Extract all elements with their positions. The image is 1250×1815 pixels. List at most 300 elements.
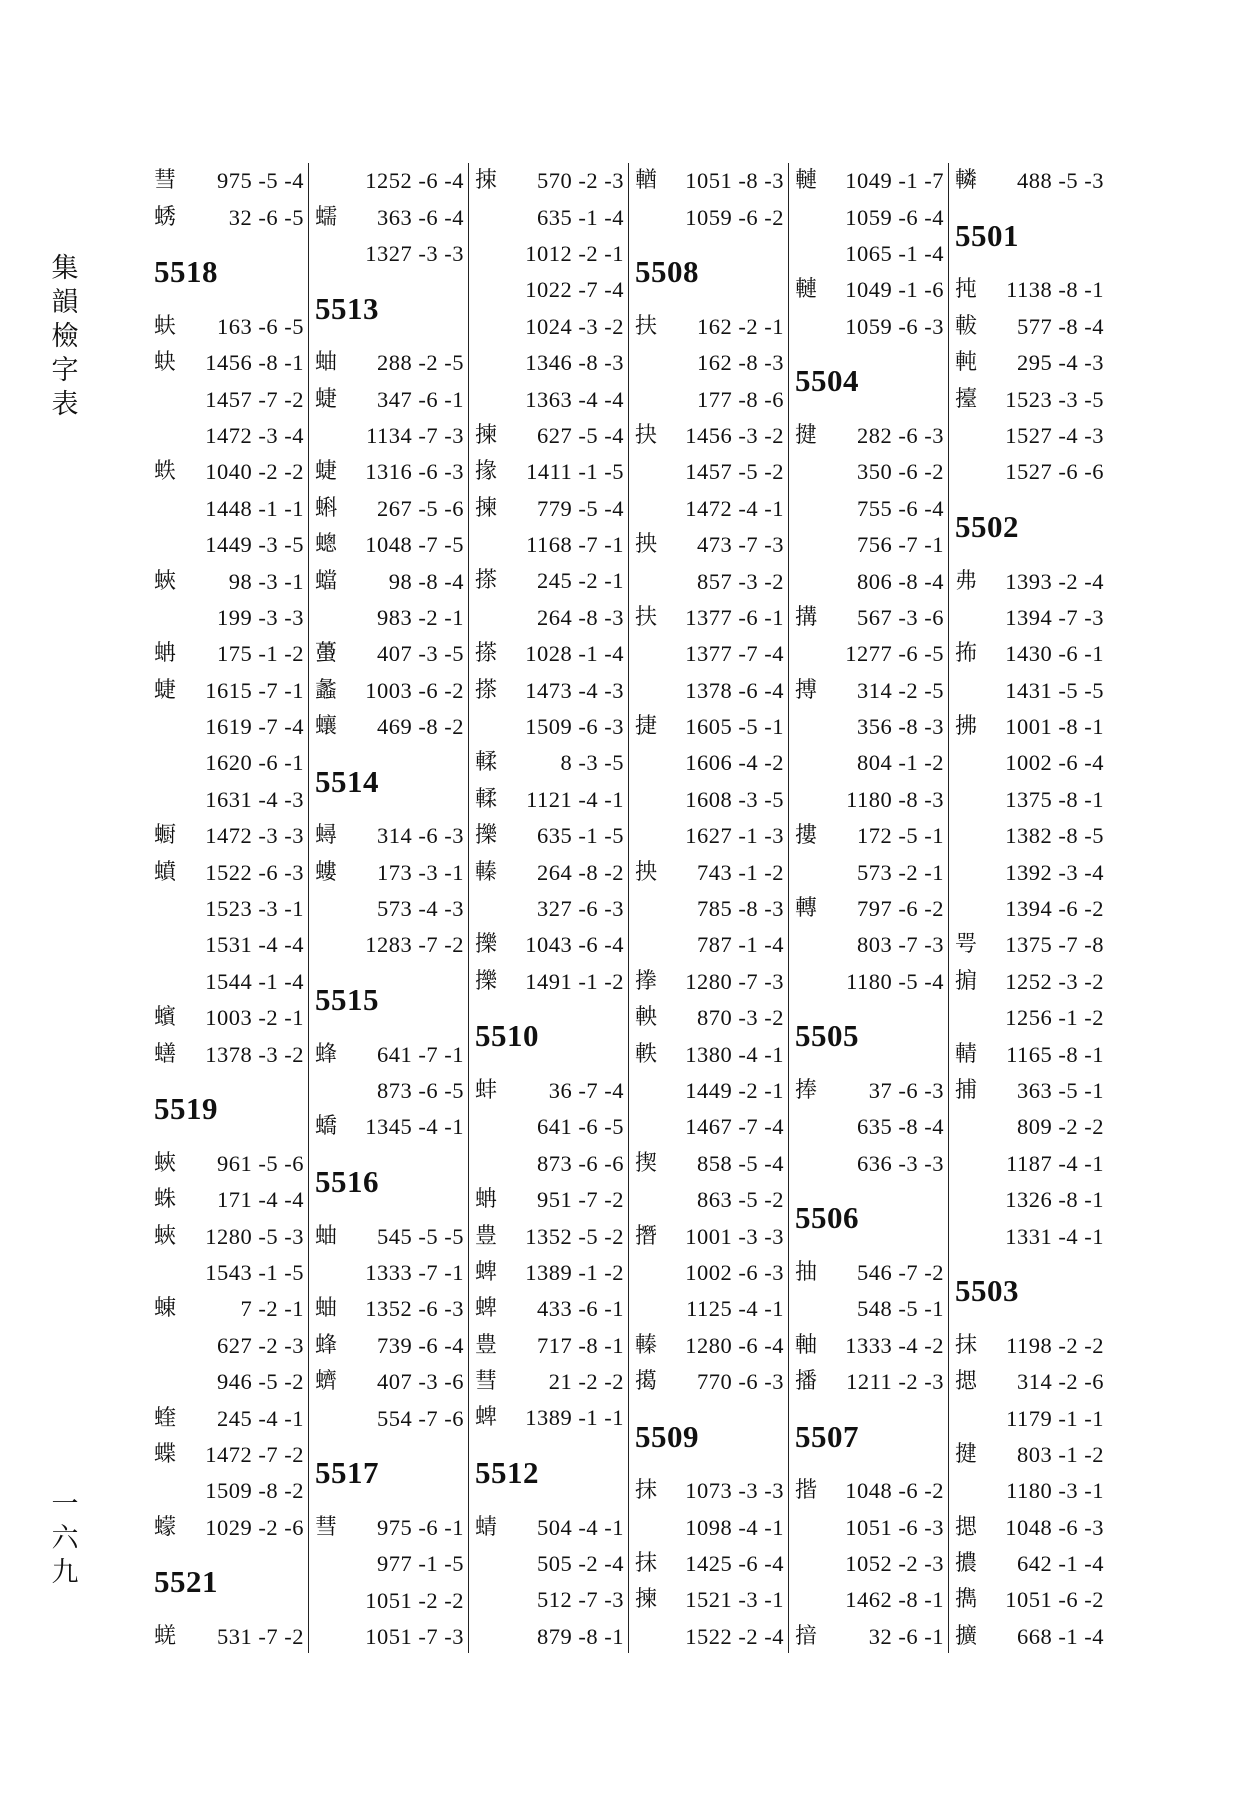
index-entry xyxy=(475,854,624,890)
entry-reference: 177 -8 -6 xyxy=(697,386,784,412)
index-entry xyxy=(635,381,784,417)
index-entry xyxy=(635,709,784,745)
index-entry xyxy=(315,491,464,527)
section-heading: 5503 xyxy=(955,1273,1019,1309)
index-entry xyxy=(315,563,464,599)
entry-character: 揩 xyxy=(795,1478,818,1504)
entry-reference: 469 -8 -2 xyxy=(377,714,464,740)
entry-reference: 951 -7 -2 xyxy=(537,1187,624,1213)
entry-reference: 1467 -7 -4 xyxy=(685,1114,784,1140)
index-entry xyxy=(154,1619,304,1655)
entry-character: 蟦 xyxy=(154,859,177,885)
entry-character: 捒 xyxy=(475,168,498,194)
index-entry xyxy=(795,1291,944,1327)
entry-reference: 1527 -4 -3 xyxy=(1005,422,1104,448)
entry-character: 輮 xyxy=(475,750,498,776)
entry-reference: 627 -5 -4 xyxy=(537,422,624,448)
entry-character: 擽 xyxy=(475,968,498,994)
index-entry xyxy=(315,1036,464,1072)
entry-reference: 1509 -6 -3 xyxy=(525,714,624,740)
entry-reference: 1280 -5 -3 xyxy=(205,1223,304,1249)
entry-reference: 1049 -1 -7 xyxy=(845,168,944,194)
index-entry xyxy=(795,309,944,345)
entry-reference: 172 -5 -1 xyxy=(857,823,944,849)
section-heading: 5505 xyxy=(795,1018,859,1054)
index-entry xyxy=(475,272,624,308)
index-entry xyxy=(475,964,624,1000)
entry-character: 蚺 xyxy=(475,1187,498,1213)
entry-character: 擖 xyxy=(635,1369,658,1395)
entry-reference: 1003 -2 -1 xyxy=(205,1005,304,1031)
entry-reference: 1509 -8 -2 xyxy=(205,1478,304,1504)
index-entry xyxy=(955,927,1104,963)
entry-reference: 37 -6 -3 xyxy=(868,1077,944,1103)
entry-character: 抽 xyxy=(795,1259,818,1285)
entry-character: 搽 xyxy=(475,677,498,703)
entry-reference: 1375 -8 -1 xyxy=(1005,786,1104,812)
index-entry xyxy=(795,818,944,854)
entry-reference: 879 -8 -1 xyxy=(537,1623,624,1649)
entry-reference: 1346 -8 -3 xyxy=(525,350,624,376)
index-entry xyxy=(154,709,304,745)
entry-reference: 1456 -3 -2 xyxy=(685,422,784,448)
entry-reference: 245 -2 -1 xyxy=(537,568,624,594)
index-entry xyxy=(635,454,784,490)
entry-character: 弗 xyxy=(955,568,978,594)
entry-character: 抰 xyxy=(635,532,658,558)
entry-reference: 1389 -1 -1 xyxy=(525,1405,624,1431)
entry-reference: 1333 -7 -1 xyxy=(365,1259,464,1285)
index-entry xyxy=(315,1364,464,1400)
index-entry xyxy=(955,272,1104,308)
entry-reference: 1002 -6 -3 xyxy=(685,1259,784,1285)
entry-character: 輮 xyxy=(475,786,498,812)
index-entry xyxy=(955,636,1104,672)
entry-reference: 1059 -6 -3 xyxy=(845,313,944,339)
index-entry xyxy=(154,491,304,527)
index-entry xyxy=(154,818,304,854)
index-entry xyxy=(635,636,784,672)
entry-reference: 1615 -7 -1 xyxy=(205,677,304,703)
entry-reference: 635 -8 -4 xyxy=(857,1114,944,1140)
index-entry xyxy=(635,163,784,199)
entry-reference: 264 -8 -3 xyxy=(537,604,624,630)
entry-character: 撍 xyxy=(635,1223,658,1249)
entry-character: 蟵 xyxy=(154,823,177,849)
index-entry xyxy=(475,381,624,417)
entry-reference: 1472 -3 -3 xyxy=(205,823,304,849)
index-entry xyxy=(955,745,1104,781)
index-entry xyxy=(955,1036,1104,1072)
entry-character: 蜻 xyxy=(475,1514,498,1540)
entry-reference: 1029 -2 -6 xyxy=(205,1514,304,1540)
entry-character: 蚨 xyxy=(154,313,177,339)
entry-character: 蝀 xyxy=(154,1296,177,1322)
entry-reference: 870 -3 -2 xyxy=(697,1005,784,1031)
entry-character: 抹 xyxy=(955,1332,978,1358)
entry-character: 搏 xyxy=(795,677,818,703)
index-entry xyxy=(635,854,784,890)
index-entry xyxy=(315,527,464,563)
entry-reference: 1051 -6 -2 xyxy=(1005,1587,1104,1613)
entry-reference: 314 -2 -6 xyxy=(1017,1369,1104,1395)
index-entry xyxy=(635,600,784,636)
entry-character: 彗 xyxy=(154,168,177,194)
entry-character: 揌 xyxy=(955,1369,978,1395)
entry-reference: 1280 -6 -4 xyxy=(685,1332,784,1358)
entry-character: 豊 xyxy=(475,1332,498,1358)
index-column xyxy=(948,163,1108,1653)
entry-character: 摟 xyxy=(795,823,818,849)
index-entry xyxy=(154,563,304,599)
entry-character: 豊 xyxy=(475,1223,498,1249)
entry-character: 蚗 xyxy=(154,350,177,376)
index-entry xyxy=(154,418,304,454)
index-entry xyxy=(315,1619,464,1655)
entry-character: 蜣 xyxy=(154,1623,177,1649)
entry-reference: 1543 -1 -5 xyxy=(205,1259,304,1285)
entry-reference: 1473 -4 -3 xyxy=(525,677,624,703)
entry-reference: 363 -5 -1 xyxy=(1017,1077,1104,1103)
index-entry xyxy=(154,782,304,818)
entry-reference: 1394 -6 -2 xyxy=(1005,896,1104,922)
entry-character: 揌 xyxy=(955,1514,978,1540)
entry-reference: 1449 -2 -1 xyxy=(685,1077,784,1103)
entry-reference: 264 -8 -2 xyxy=(537,859,624,885)
entry-character: 螻 xyxy=(315,859,338,885)
entry-character: 掮 xyxy=(955,968,978,994)
entry-reference: 1331 -4 -1 xyxy=(1005,1223,1104,1249)
index-entry xyxy=(154,1400,304,1436)
index-entry xyxy=(795,745,944,781)
index-entry xyxy=(154,1473,304,1509)
entry-reference: 1125 -4 -1 xyxy=(686,1296,784,1322)
index-entry xyxy=(315,163,464,199)
entry-character: 輤 xyxy=(955,1041,978,1067)
entry-reference: 1180 -8 -3 xyxy=(846,786,944,812)
entry-character: 捕 xyxy=(955,1077,978,1103)
section-heading: 5513 xyxy=(315,290,379,326)
entry-reference: 977 -1 -5 xyxy=(377,1551,464,1577)
entry-reference: 863 -5 -2 xyxy=(697,1187,784,1213)
entry-character: 播 xyxy=(795,1369,818,1395)
entry-reference: 1425 -6 -4 xyxy=(685,1551,784,1577)
index-entry xyxy=(635,1291,784,1327)
entry-reference: 668 -1 -4 xyxy=(1017,1623,1104,1649)
entry-reference: 803 -1 -2 xyxy=(1017,1441,1104,1467)
index-entry xyxy=(154,381,304,417)
index-entry xyxy=(955,163,1104,199)
index-entry xyxy=(955,673,1104,709)
index-entry xyxy=(635,1218,784,1254)
entry-reference: 1168 -7 -1 xyxy=(526,532,624,558)
entry-reference: 350 -6 -2 xyxy=(857,459,944,485)
index-entry xyxy=(315,672,464,708)
entry-character: 蠐 xyxy=(315,1369,338,1395)
section-heading: 5510 xyxy=(475,1018,539,1054)
entry-reference: 1375 -7 -8 xyxy=(1005,932,1104,958)
entry-character: 蠡 xyxy=(315,677,338,703)
index-entry xyxy=(795,1109,944,1145)
entry-character: 蟮 xyxy=(154,1041,177,1067)
section-heading: 5515 xyxy=(315,982,379,1018)
section-heading: 5501 xyxy=(955,217,1019,253)
section-heading: 5506 xyxy=(795,1200,859,1236)
entry-character: 蛈 xyxy=(154,459,177,485)
index-entry xyxy=(154,1000,304,1036)
index-entry xyxy=(795,927,944,963)
entry-reference: 1382 -8 -5 xyxy=(1005,823,1104,849)
entry-character: 蝶 xyxy=(154,1441,177,1467)
entry-reference: 1256 -1 -2 xyxy=(1005,1005,1104,1031)
entry-character: 轋 xyxy=(795,277,818,303)
entry-character: 蛺 xyxy=(154,1150,177,1176)
entry-reference: 1457 -5 -2 xyxy=(685,459,784,485)
index-entry xyxy=(154,309,304,345)
entry-reference: 1472 -7 -2 xyxy=(205,1441,304,1467)
index-entry xyxy=(635,964,784,1000)
entry-reference: 98 -3 -1 xyxy=(228,568,304,594)
index-entry xyxy=(154,964,304,1000)
entry-reference: 1448 -1 -1 xyxy=(205,495,304,521)
index-entry xyxy=(795,1582,944,1618)
entry-reference: 567 -3 -6 xyxy=(857,604,944,630)
index-entry xyxy=(955,1109,1104,1145)
index-entry xyxy=(154,1146,304,1182)
index-entry xyxy=(475,527,624,563)
index-entry xyxy=(795,491,944,527)
entry-reference: 1472 -4 -1 xyxy=(685,495,784,521)
entry-reference: 635 -1 -4 xyxy=(537,204,624,230)
entry-reference: 1002 -6 -4 xyxy=(1005,750,1104,776)
index-entry xyxy=(315,1218,464,1254)
entry-reference: 809 -2 -2 xyxy=(1017,1114,1104,1140)
entry-reference: 1333 -4 -2 xyxy=(845,1332,944,1358)
entry-reference: 1527 -6 -6 xyxy=(1005,459,1104,485)
index-entry xyxy=(795,1364,944,1400)
index-entry xyxy=(315,345,464,381)
index-entry xyxy=(635,891,784,927)
index-entry xyxy=(635,782,784,818)
entry-reference: 1631 -4 -3 xyxy=(205,786,304,812)
entry-character: 蝰 xyxy=(154,1405,177,1431)
entry-reference: 1121 -4 -1 xyxy=(526,786,624,812)
entry-character: 蛛 xyxy=(154,1187,177,1213)
entry-reference: 1012 -2 -1 xyxy=(525,240,624,266)
index-entry xyxy=(635,1364,784,1400)
entry-reference: 975 -6 -1 xyxy=(377,1514,464,1540)
entry-reference: 787 -1 -4 xyxy=(697,932,784,958)
entry-reference: 162 -2 -1 xyxy=(697,313,784,339)
entry-reference: 548 -5 -1 xyxy=(857,1296,944,1322)
entry-character: 蜨 xyxy=(315,386,338,412)
index-entry xyxy=(795,527,944,563)
entry-reference: 505 -2 -4 xyxy=(537,1551,624,1577)
index-entry xyxy=(315,600,464,636)
entry-character: 蜨 xyxy=(154,677,177,703)
index-entry xyxy=(795,964,944,1000)
entry-reference: 1352 -5 -2 xyxy=(525,1223,624,1249)
index-entry xyxy=(635,1036,784,1072)
entry-reference: 857 -3 -2 xyxy=(697,568,784,594)
entry-character: 彗 xyxy=(475,1369,498,1395)
index-entry xyxy=(315,636,464,672)
index-entry xyxy=(315,1291,464,1327)
index-entry xyxy=(795,272,944,308)
index-columns xyxy=(148,163,1108,1653)
index-entry xyxy=(635,1582,784,1618)
entry-reference: 1605 -5 -1 xyxy=(685,714,784,740)
index-entry xyxy=(795,199,944,235)
index-entry xyxy=(635,672,784,708)
entry-character: 蜂 xyxy=(315,1041,338,1067)
entry-reference: 1316 -6 -3 xyxy=(365,459,464,485)
index-entry xyxy=(955,1437,1104,1473)
index-entry xyxy=(475,1146,624,1182)
entry-reference: 577 -8 -4 xyxy=(1017,313,1104,339)
entry-character: 揀 xyxy=(475,422,498,448)
entry-character: 蠓 xyxy=(154,1514,177,1540)
entry-reference: 975 -5 -4 xyxy=(217,168,304,194)
index-entry xyxy=(955,1182,1104,1218)
index-entry xyxy=(315,1109,464,1145)
index-entry xyxy=(315,1255,464,1291)
entry-reference: 1252 -6 -4 xyxy=(365,168,464,194)
entry-reference: 546 -7 -2 xyxy=(857,1259,944,1285)
index-entry xyxy=(154,199,304,235)
section-heading: 5508 xyxy=(635,254,699,290)
index-entry xyxy=(154,454,304,490)
entry-reference: 531 -7 -2 xyxy=(217,1623,304,1649)
index-entry xyxy=(635,418,784,454)
index-entry xyxy=(635,1328,784,1364)
entry-character: 揀 xyxy=(475,495,498,521)
entry-reference: 1620 -6 -1 xyxy=(205,750,304,776)
entry-reference: 627 -2 -3 xyxy=(217,1332,304,1358)
entry-reference: 1051 -8 -3 xyxy=(685,168,784,194)
entry-character: 搽 xyxy=(475,568,498,594)
entry-reference: 1134 -7 -3 xyxy=(366,422,464,448)
entry-character: 擡 xyxy=(955,386,978,412)
index-entry xyxy=(475,454,624,490)
index-entry xyxy=(795,891,944,927)
entry-reference: 173 -3 -1 xyxy=(377,859,464,885)
entry-reference: 1522 -6 -3 xyxy=(205,859,304,885)
entry-character: 拂 xyxy=(955,714,978,740)
section-heading: 5517 xyxy=(315,1455,379,1491)
index-entry xyxy=(475,891,624,927)
entry-reference: 1040 -2 -2 xyxy=(205,459,304,485)
index-entry xyxy=(955,964,1104,1000)
section-heading: 5516 xyxy=(315,1163,379,1199)
entry-character: 擽 xyxy=(475,932,498,958)
index-entry xyxy=(795,1146,944,1182)
index-entry xyxy=(795,1328,944,1364)
entry-reference: 245 -4 -1 xyxy=(217,1405,304,1431)
entry-reference: 1048 -6 -2 xyxy=(845,1478,944,1504)
entry-reference: 858 -5 -4 xyxy=(697,1150,784,1176)
entry-reference: 1606 -4 -2 xyxy=(685,750,784,776)
index-entry xyxy=(795,709,944,745)
entry-reference: 1049 -1 -6 xyxy=(845,277,944,303)
entry-character: 蜱 xyxy=(475,1259,498,1285)
index-entry xyxy=(955,1364,1104,1400)
entry-character: 轔 xyxy=(955,168,978,194)
entry-character: 揵 xyxy=(795,422,818,448)
entry-character: 蛺 xyxy=(154,1223,177,1249)
entry-character: 扶 xyxy=(635,313,658,339)
entry-character: 蜨 xyxy=(315,459,338,485)
entry-reference: 1252 -3 -2 xyxy=(1005,968,1104,994)
index-entry xyxy=(315,1328,464,1364)
entry-character: 轃 xyxy=(635,1332,658,1358)
entry-reference: 1380 -4 -1 xyxy=(685,1041,784,1067)
index-entry xyxy=(795,636,944,672)
index-entry xyxy=(475,1073,624,1109)
index-entry xyxy=(635,1473,784,1509)
index-entry xyxy=(955,563,1104,599)
entry-reference: 1003 -6 -2 xyxy=(365,677,464,703)
entry-reference: 433 -6 -1 xyxy=(537,1296,624,1322)
index-entry xyxy=(475,1291,624,1327)
entry-reference: 199 -3 -3 xyxy=(217,604,304,630)
entry-reference: 1138 -8 -1 xyxy=(1006,277,1104,303)
entry-reference: 806 -8 -4 xyxy=(857,568,944,594)
entry-character: 搼 xyxy=(635,968,658,994)
entry-reference: 946 -5 -2 xyxy=(217,1369,304,1395)
index-entry xyxy=(475,1218,624,1254)
entry-reference: 770 -6 -3 xyxy=(697,1369,784,1395)
entry-character: 揳 xyxy=(635,1150,658,1176)
index-entry xyxy=(635,1000,784,1036)
index-entry xyxy=(154,1328,304,1364)
index-entry xyxy=(154,927,304,963)
entry-reference: 175 -1 -2 xyxy=(217,641,304,667)
entry-character: 蜂 xyxy=(315,1332,338,1358)
index-entry xyxy=(475,309,624,345)
entry-reference: 1523 -3 -1 xyxy=(205,896,304,922)
entry-character: 蚺 xyxy=(154,641,177,667)
index-entry xyxy=(475,1619,624,1655)
index-entry xyxy=(475,672,624,708)
index-column xyxy=(788,163,948,1653)
index-entry xyxy=(154,891,304,927)
section-heading: 5518 xyxy=(154,254,218,290)
entry-character: 捧 xyxy=(795,1077,818,1103)
section-heading: 5519 xyxy=(154,1091,218,1127)
entry-reference: 1411 -1 -5 xyxy=(526,459,624,485)
entry-reference: 1187 -4 -1 xyxy=(1006,1150,1104,1176)
entry-reference: 1430 -6 -1 xyxy=(1005,641,1104,667)
entry-reference: 314 -2 -5 xyxy=(857,677,944,703)
index-entry xyxy=(315,891,464,927)
entry-reference: 1065 -1 -4 xyxy=(845,240,944,266)
index-entry xyxy=(955,1510,1104,1546)
entry-reference: 785 -8 -3 xyxy=(697,896,784,922)
index-entry xyxy=(955,1328,1104,1364)
index-entry xyxy=(635,927,784,963)
entry-reference: 1001 -3 -3 xyxy=(685,1223,784,1249)
entry-character: 軮 xyxy=(635,1005,658,1031)
entry-reference: 1619 -7 -4 xyxy=(205,714,304,740)
index-entry xyxy=(795,236,944,272)
entry-reference: 717 -8 -1 xyxy=(537,1332,624,1358)
entry-character: 搽 xyxy=(475,641,498,667)
index-entry xyxy=(795,854,944,890)
entry-reference: 171 -4 -4 xyxy=(217,1187,304,1213)
index-entry xyxy=(955,1400,1104,1436)
entry-character: 捷 xyxy=(635,714,658,740)
